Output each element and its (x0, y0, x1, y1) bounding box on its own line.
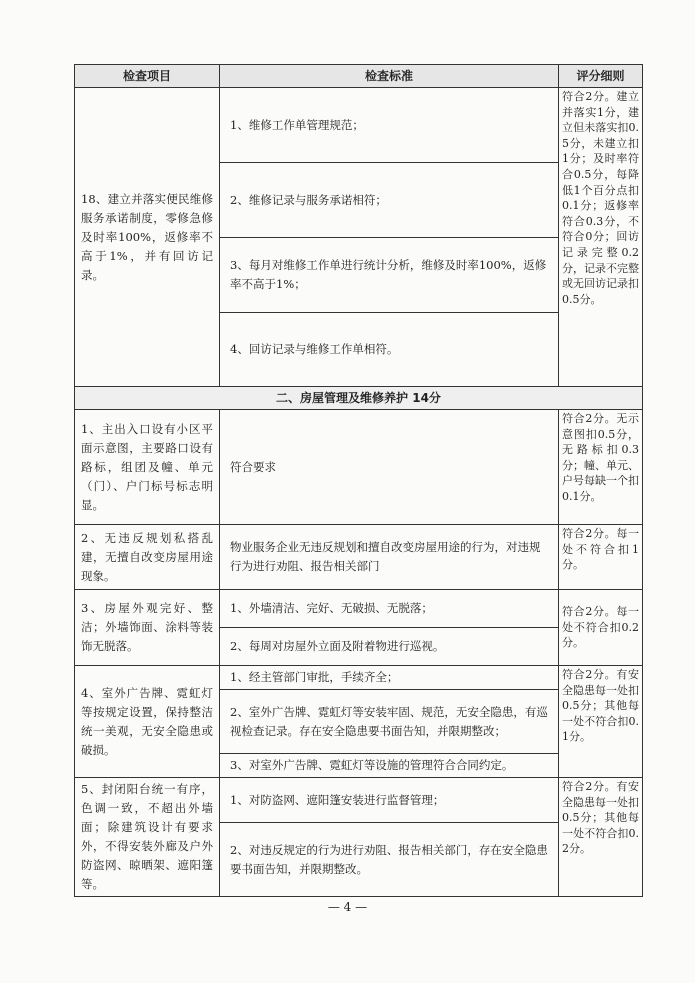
table-row (75, 525, 643, 590)
section-title: 二、房屋管理及维修养护 14分 (75, 387, 643, 410)
item-1: 1、主出入口设有小区平面示意图，主要路口设有路标，组团及幢、单元（门）、户门标号标志明显。 (75, 410, 220, 525)
score-5: 符合2分。有安全隐患每一处扣0.5分；其他每一处不符合扣0.2分。 (559, 778, 643, 897)
standard-18-2: 2、维修记录与服务承诺相符； (220, 163, 559, 238)
score-3: 符合2分。每一处不符合扣0.2分。 (559, 590, 643, 666)
table-row (75, 666, 643, 690)
item-5: 5、封闭阳台统一有序，色调一致，不超出外墙面；除建筑设计有要求外，不得安装外廊及户外防盗网、晾晒架、遮阳篷等。 (75, 778, 220, 897)
standard-2: 物业服务企业无违反规划和擅自改变房屋用途的行为，对违规行为进行劝阻、报告相关部门 (220, 525, 559, 590)
score-1: 符合2分。无示意图扣0.5分，无路标扣0.3分；幢、单元、户号每缺一个扣0.1分。 (559, 410, 643, 525)
standard-5-1: 1、对防盗网、遮阳篷安装进行监督管理； (220, 778, 559, 823)
inspection-table (74, 64, 643, 897)
item-3: 3、房屋外观完好、整洁；外墙饰面、涂料等装饰无脱落。 (75, 590, 220, 666)
table-row (75, 778, 643, 823)
standard-4-3: 3、对室外广告牌、霓虹灯等设施的管理符合合同约定。 (220, 754, 559, 778)
score-2: 符合2分。每一处不符合扣1分。 (559, 525, 643, 590)
page-number: — 4 — (327, 900, 368, 914)
header-score: 评分细则 (559, 65, 643, 88)
standard-4-1: 1、经主管部门审批，手续齐全； (220, 666, 559, 690)
header-standard: 检查标准 (220, 65, 559, 88)
table-row (75, 410, 643, 525)
item-18: 18、建立并落实便民维修服务承诺制度，零修急修及时率100%，返修率不高于1%，并有回访记录。 (75, 88, 220, 387)
score-18: 符合2分。建立并落实1分，建立但未落实扣0.5分，未建立扣1分；及时率符合0.5分，每降低1个百分点扣0.1分；返修率符合0.3分，不符合0分；回访记录完整0.2分，记录不完整或无回访记录扣0.5分。 (559, 88, 643, 387)
standard-1: 符合要求 (220, 410, 559, 525)
score-4: 符合2分。有安全隐患每一处扣0.5分；其他每一处不符合扣0.1分。 (559, 666, 643, 778)
item-4: 4、室外广告牌、霓虹灯等按规定设置，保持整洁统一美观，无安全隐患或破损。 (75, 666, 220, 778)
standard-5-2: 2、对违反规定的行为进行劝阻、报告相关部门，存在安全隐患要书面告知，并限期整改。 (220, 823, 559, 897)
standard-3-1: 1、外墙清洁、完好、无破损、无脱落； (220, 590, 559, 628)
standard-18-4: 4、回访记录与维修工作单相符。 (220, 313, 559, 387)
table-row (75, 590, 643, 628)
item-2: 2、无违反规划私搭乱建，无擅自改变房屋用途现象。 (75, 525, 220, 590)
standard-18-1: 1、维修工作单管理规范； (220, 88, 559, 163)
standard-4-2: 2、室外广告牌、霓虹灯等安装牢固、规范，无安全隐患，有巡视检查记录。存在安全隐患要书面告知，并限期整改； (220, 690, 559, 754)
standard-18-3: 3、每月对维修工作单进行统计分析，维修及时率100%，返修率不高于1%； (220, 238, 559, 313)
section-row (75, 387, 643, 410)
table-header-row (75, 65, 643, 88)
table-row (75, 88, 643, 163)
standard-3-2: 2、每周对房屋外立面及附着物进行巡视。 (220, 628, 559, 666)
header-item: 检查项目 (75, 65, 220, 88)
